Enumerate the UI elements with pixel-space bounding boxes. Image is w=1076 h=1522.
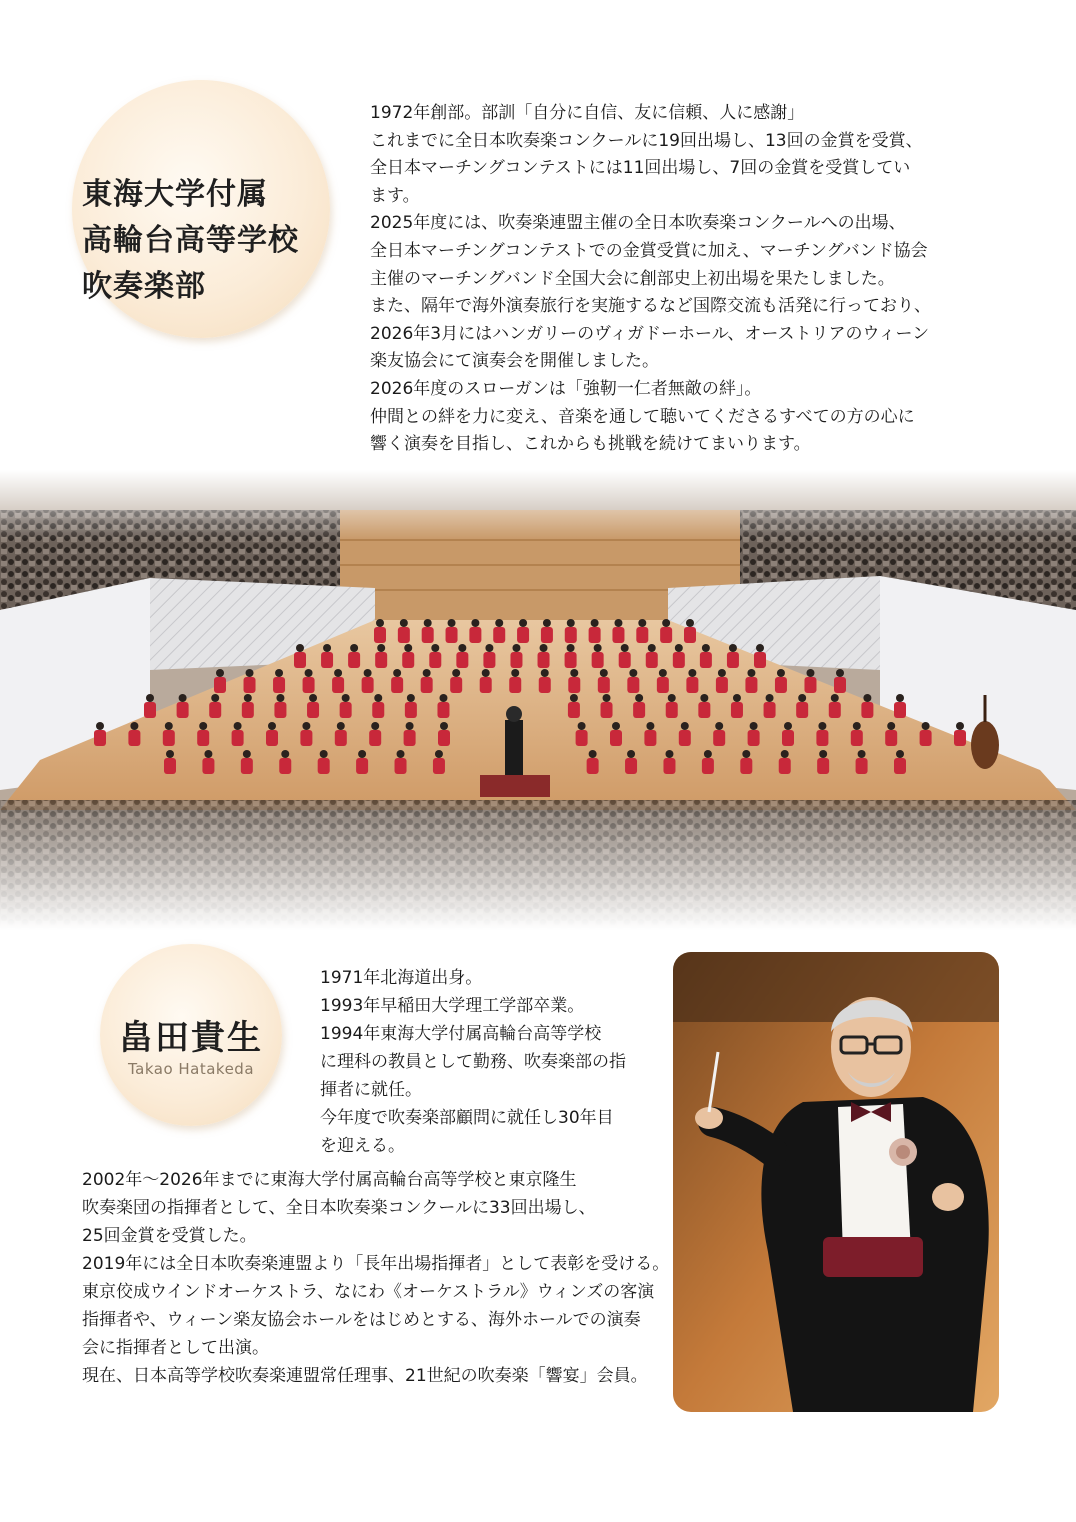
band-member <box>321 652 333 668</box>
group-title-line: 吹奏楽部 <box>82 269 206 304</box>
band-member <box>422 627 434 643</box>
band-member <box>374 627 386 643</box>
band-member-head <box>766 694 774 702</box>
band-member <box>684 627 696 643</box>
band-member-head <box>629 669 637 677</box>
band-member <box>163 730 175 746</box>
band-member-head <box>309 694 317 702</box>
band-member-head <box>244 694 252 702</box>
description-line: 響く演奏を目指し、これからも挑戦を続けてまいります。 <box>370 434 811 455</box>
band-member-head <box>836 669 844 677</box>
band-member <box>610 730 622 746</box>
band-member-head <box>675 644 683 652</box>
description-line: これまでに全日本吹奏楽コンクールに19回出場し、13回の金賞を受賞、 <box>370 130 923 151</box>
band-member <box>405 702 417 718</box>
band-member <box>636 627 648 643</box>
band-member <box>450 677 462 693</box>
band-member <box>242 702 254 718</box>
band-member <box>673 652 685 668</box>
band-member-head <box>806 669 814 677</box>
bio-line: 1994年東海大学付属高輪台高等学校 <box>320 1024 602 1044</box>
band-member-head <box>246 669 254 677</box>
conductor-photo <box>673 952 999 1412</box>
description-line: 1972年創部。部訓「自分に自信、友に信頼、人に感謝」 <box>370 103 805 123</box>
band-member <box>754 652 766 668</box>
bio-line: 25回金賞を受賞した。 <box>82 1226 257 1246</box>
band-member <box>493 627 505 643</box>
band-member-head <box>393 669 401 677</box>
band-member <box>633 702 645 718</box>
band-member-head <box>541 669 549 677</box>
description-line: ます。 <box>370 185 420 206</box>
band-member <box>398 627 410 643</box>
band-member-head <box>600 669 608 677</box>
band-member-head <box>922 722 930 730</box>
band-member <box>796 702 808 718</box>
band-member-head <box>376 619 384 627</box>
band-member-head <box>659 669 667 677</box>
band-member-head <box>858 750 866 758</box>
band-member <box>356 758 368 774</box>
band-member <box>666 702 678 718</box>
description-line: また、隔年で海外演奏旅行を実施するなど国際交流も活発に行っており、 <box>370 296 931 317</box>
band-member <box>483 652 495 668</box>
band-member <box>829 702 841 718</box>
band-member-head <box>733 694 741 702</box>
band-member <box>539 677 551 693</box>
description-line: 全日本マーチングコンテストには11回出場し、7回の金賞を受賞してい <box>370 158 911 179</box>
band-member <box>332 677 344 693</box>
bio-line: 1993年早稲田大学理工学部卒業。 <box>320 996 585 1016</box>
band-member-head <box>374 694 382 702</box>
band-member <box>335 730 347 746</box>
band-member <box>437 702 449 718</box>
group-description <box>370 100 990 459</box>
band-member <box>587 758 599 774</box>
band-member <box>804 677 816 693</box>
band-member-head <box>211 694 219 702</box>
band-member <box>598 677 610 693</box>
band-member <box>660 627 672 643</box>
band-member-head <box>512 644 520 652</box>
band-member-head <box>364 669 372 677</box>
description-line: 主催のマーチングバンド全国大会に創部史上初出場を果たしました。 <box>370 268 895 289</box>
band-member <box>565 627 577 643</box>
band-member-head <box>234 722 242 730</box>
band-member <box>433 758 445 774</box>
band-member <box>274 702 286 718</box>
description-line: 全日本マーチングコンテストでの金賞受賞に加え、マーチングバンド協会 <box>370 240 928 261</box>
band-member <box>279 758 291 774</box>
band-member <box>740 758 752 774</box>
band-member <box>214 677 226 693</box>
band-member <box>894 758 906 774</box>
band-member-head <box>334 669 342 677</box>
group-title-line: 東海大学付属 <box>82 177 268 212</box>
band-member-head <box>439 694 447 702</box>
band-member <box>592 652 604 668</box>
band-member-head <box>296 644 304 652</box>
band-member-head <box>199 722 207 730</box>
band-member <box>727 652 739 668</box>
band-member-head <box>519 619 527 627</box>
band-member <box>509 677 521 693</box>
band-member <box>576 730 588 746</box>
band-member-head <box>784 722 792 730</box>
description-line: 楽友協会にて演奏会を開催しました。 <box>370 351 659 372</box>
band-member-head <box>495 619 503 627</box>
band-member <box>894 702 906 718</box>
band-member-head <box>275 669 283 677</box>
description-line: 2026年3月にはハンガリーのヴィガドーホール、オーストリアのウィーン <box>370 323 930 344</box>
band-member <box>713 730 725 746</box>
band-member-head <box>204 750 212 758</box>
band-member-head <box>665 750 673 758</box>
band-member-head <box>337 722 345 730</box>
band-member-head <box>729 644 737 652</box>
band-member <box>144 702 156 718</box>
band-member-head <box>458 644 466 652</box>
bio-line: 1971年北海道出身。 <box>320 968 483 988</box>
band-member-head <box>612 722 620 730</box>
band-member <box>421 677 433 693</box>
band-member-head <box>400 619 408 627</box>
band-member <box>318 758 330 774</box>
band-member-head <box>146 694 154 702</box>
band-member <box>700 652 712 668</box>
band-member-head <box>603 694 611 702</box>
band-member-head <box>668 694 676 702</box>
band-member <box>538 652 550 668</box>
band-member <box>817 758 829 774</box>
band-member-head <box>406 722 414 730</box>
band-member-head <box>567 644 575 652</box>
band-member-head <box>424 619 432 627</box>
band-member <box>469 627 481 643</box>
band-member-head <box>635 694 643 702</box>
band-member-head <box>397 750 405 758</box>
band-member-head <box>614 619 622 627</box>
concert-hall-photo <box>0 470 1076 930</box>
band-member <box>541 627 553 643</box>
bio-line: 2019年には全日本吹奏楽連盟より「長年出場指揮者」として表彰を受ける。 <box>82 1254 670 1274</box>
band-member-head <box>818 722 826 730</box>
bio-line: 揮者に就任。 <box>320 1080 422 1100</box>
band-member-head <box>781 750 789 758</box>
bio-line: 会に指揮者として出演。 <box>82 1338 269 1358</box>
band-member-head <box>404 644 412 652</box>
band-member-head <box>646 722 654 730</box>
band-member-head <box>130 722 138 730</box>
band-member <box>764 702 776 718</box>
band-member-head <box>448 619 456 627</box>
description-line: 仲間との絆を力に変え、音楽を通して聴いてくださるすべての方の心に <box>370 406 915 427</box>
band-member <box>663 758 675 774</box>
band-member-head <box>452 669 460 677</box>
band-member <box>861 702 873 718</box>
band-member-head <box>423 669 431 677</box>
band-member-head <box>887 722 895 730</box>
band-member-head <box>482 669 490 677</box>
band-member <box>625 758 637 774</box>
band-member <box>702 758 714 774</box>
band-member <box>568 702 580 718</box>
band-member <box>698 702 710 718</box>
band-member-head <box>700 694 708 702</box>
band-member-head <box>371 722 379 730</box>
band-member <box>856 758 868 774</box>
band-member <box>686 677 698 693</box>
band-member-head <box>648 644 656 652</box>
band-member <box>294 652 306 668</box>
band-member-head <box>407 694 415 702</box>
band-member <box>834 677 846 693</box>
band-member-head <box>756 644 764 652</box>
band-member <box>128 730 140 746</box>
band-member-head <box>431 644 439 652</box>
band-member-head <box>686 619 694 627</box>
band-member-head <box>540 644 548 652</box>
band-member <box>94 730 106 746</box>
band-member <box>402 652 414 668</box>
band-member <box>372 702 384 718</box>
band-member-head <box>377 644 385 652</box>
band-member-head <box>276 694 284 702</box>
band-member-head <box>268 722 276 730</box>
band-member <box>731 702 743 718</box>
band-member <box>619 652 631 668</box>
band-member-head <box>511 669 519 677</box>
band-member <box>266 730 278 746</box>
band-member <box>779 758 791 774</box>
description-line: 2025年度には、吹奏楽連盟主催の全日本吹奏楽コンクールへの出場、 <box>370 213 906 234</box>
band-member <box>395 758 407 774</box>
band-member-head <box>543 619 551 627</box>
band-member-head <box>578 722 586 730</box>
band-member-head <box>96 722 104 730</box>
band-member <box>657 677 669 693</box>
band-member-head <box>718 669 726 677</box>
band-member <box>273 677 285 693</box>
band-member <box>197 730 209 746</box>
band-member-head <box>302 722 310 730</box>
conductor-bio-intro <box>320 964 660 1160</box>
band-member <box>782 730 794 746</box>
band-member-head <box>702 644 710 652</box>
band-member-head <box>896 694 904 702</box>
bio-line: 2002年〜2026年までに東海大学付属高輪台高等学校と東京隆生 <box>82 1170 577 1190</box>
bio-line: を迎える。 <box>320 1136 405 1156</box>
band-member-head <box>435 750 443 758</box>
band-member-head <box>863 694 871 702</box>
band-member-head <box>627 750 635 758</box>
band-member <box>209 702 221 718</box>
band-member <box>745 677 757 693</box>
band-member <box>164 758 176 774</box>
band-member-head <box>567 619 575 627</box>
band-member <box>851 730 863 746</box>
band-member-head <box>798 694 806 702</box>
band-member-head <box>570 694 578 702</box>
band-member-head <box>747 669 755 677</box>
band-member <box>748 730 760 746</box>
band-member-head <box>305 669 313 677</box>
band-member <box>775 677 787 693</box>
band-member-head <box>896 750 904 758</box>
band-member-head <box>638 619 646 627</box>
band-member-head <box>594 644 602 652</box>
description-line: 2026年度のスローガンは「強靭一仁者無敵の絆」。 <box>370 378 762 399</box>
band-member <box>369 730 381 746</box>
band-member-head <box>485 644 493 652</box>
bio-line: 吹奏楽団の指揮者として、全日本吹奏楽コンクールに33回出場し、 <box>82 1198 596 1218</box>
band-member <box>446 627 458 643</box>
band-member <box>307 702 319 718</box>
band-member-head <box>440 722 448 730</box>
band-member <box>920 730 932 746</box>
band-member-head <box>165 722 173 730</box>
band-member <box>438 730 450 746</box>
band-member <box>679 730 691 746</box>
band-member-head <box>243 750 251 758</box>
band-member <box>612 627 624 643</box>
band-member-head <box>342 694 350 702</box>
band-member <box>241 758 253 774</box>
bio-line: 東京佼成ウインドオーケストラ、なにわ《オーケストラル》ウィンズの客演 <box>82 1282 655 1302</box>
band-member-head <box>570 669 578 677</box>
band-member <box>627 677 639 693</box>
band-member <box>601 702 613 718</box>
band-member-head <box>956 722 964 730</box>
band-member <box>375 652 387 668</box>
group-title-line: 高輪台高等学校 <box>82 223 299 258</box>
band-member-head <box>853 722 861 730</box>
band-member <box>589 627 601 643</box>
band-member-head <box>323 644 331 652</box>
band-member <box>716 677 728 693</box>
band-member-head <box>591 619 599 627</box>
conductor-name: 畠田貴生 <box>119 1018 263 1058</box>
band-member-head <box>819 750 827 758</box>
band-member-head <box>471 619 479 627</box>
band-member-head <box>715 722 723 730</box>
band-member-head <box>281 750 289 758</box>
band-member <box>510 652 522 668</box>
band-member <box>300 730 312 746</box>
band-member <box>202 758 214 774</box>
band-member <box>646 652 658 668</box>
band-member-head <box>831 694 839 702</box>
band-member <box>644 730 656 746</box>
band-member <box>954 730 966 746</box>
band-member <box>177 702 189 718</box>
band-member <box>244 677 256 693</box>
conductor-name-romaji: Takao Hatakeda <box>127 1060 255 1078</box>
band-member <box>568 677 580 693</box>
band-member-head <box>216 669 224 677</box>
group-title <box>82 172 322 310</box>
band-member <box>404 730 416 746</box>
band-member <box>391 677 403 693</box>
band-member-head <box>179 694 187 702</box>
band-member-head <box>704 750 712 758</box>
band-member-head <box>166 750 174 758</box>
band-member-head <box>358 750 366 758</box>
band-member-head <box>662 619 670 627</box>
band-member <box>517 627 529 643</box>
band-member <box>348 652 360 668</box>
band-member-head <box>688 669 696 677</box>
band-member <box>303 677 315 693</box>
conductor-bio-career <box>82 1166 670 1390</box>
band-member <box>429 652 441 668</box>
band-member <box>565 652 577 668</box>
band-member <box>480 677 492 693</box>
band-member-head <box>589 750 597 758</box>
band-member <box>456 652 468 668</box>
band-member-head <box>742 750 750 758</box>
bio-line: 指揮者や、ウィーン楽友協会ホールをはじめとする、海外ホールでの演奏 <box>82 1310 641 1330</box>
band-member <box>362 677 374 693</box>
band-member <box>885 730 897 746</box>
band-member-head <box>621 644 629 652</box>
band-member <box>816 730 828 746</box>
band-member-head <box>350 644 358 652</box>
band-member <box>340 702 352 718</box>
band-member-head <box>681 722 689 730</box>
band-member-head <box>777 669 785 677</box>
band-member-head <box>320 750 328 758</box>
bio-line: に理科の教員として勤務、吹奏楽部の指 <box>320 1052 626 1072</box>
bio-line: 現在、日本高等学校吹奏楽連盟常任理事、21世紀の吹奏楽「響宴」会員。 <box>82 1366 648 1386</box>
band-member-head <box>750 722 758 730</box>
bio-line: 今年度で吹奏楽部顧問に就任し30年目 <box>320 1108 614 1128</box>
band-member <box>232 730 244 746</box>
